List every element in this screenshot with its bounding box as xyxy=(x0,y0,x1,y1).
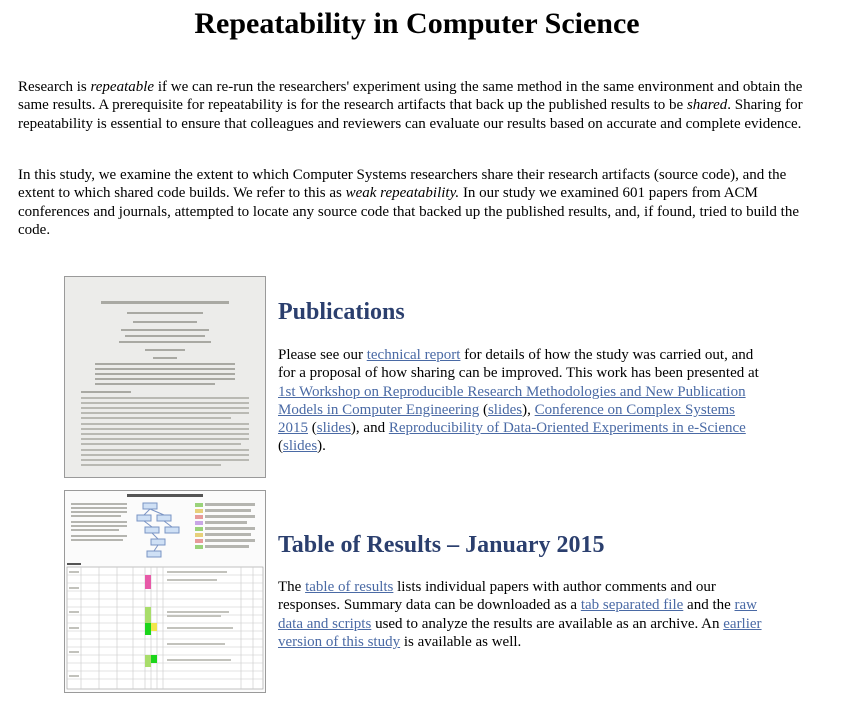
results-text-4: used to analyze the results are available as an archive. An xyxy=(371,615,724,632)
pub-text-1: Please see our xyxy=(278,347,367,363)
earlier-version-link[interactable]: earlier version of this study xyxy=(278,615,762,650)
workshop-link[interactable]: 1st Workshop on Reproducible Research Methodologies and New Publication Models in Computer Engineering xyxy=(278,383,746,418)
pub-text-6: ), and xyxy=(350,420,389,437)
intro1-text-2: if we can re-run the researchers' experiment using the same method in the same environment and obtain the same results. A prerequisite for repeatability is for the research artifacts that back up the published results to be xyxy=(18,79,803,114)
raw-data-scripts-link[interactable]: raw data and scripts xyxy=(278,597,758,632)
intro2-text-2: In our study we examined 601 papers from ACM conferences and journals, attempted to locate any source code that backed up the published results, and, if found, tried to build the code. xyxy=(18,185,800,238)
escience-link[interactable]: Reproducibility of Data-Oriented Experiments in e-Science xyxy=(388,420,746,437)
workshop-slides-link[interactable]: slides xyxy=(487,401,523,418)
intro1-emphasis-repeatable: repeatable xyxy=(90,79,155,95)
intro1-emphasis-shared: shared xyxy=(686,97,728,114)
results-text-3: and the xyxy=(683,597,735,614)
pub-text-7: ( xyxy=(278,438,283,455)
publications-heading: Publications xyxy=(278,299,405,325)
results-text-1: The xyxy=(278,579,306,595)
complex-systems-slides-link[interactable]: slides xyxy=(316,420,351,437)
results-table-thumbnail[interactable] xyxy=(64,490,266,693)
intro1-text-3: . Sharing for repeatability is essential to ensure that colleagues and reviewers can evaluate our results based on accurate and complete evidence. xyxy=(18,97,803,132)
report-page-image xyxy=(65,277,265,477)
pub-text-8: ). xyxy=(317,438,326,455)
page-title: Repeatability in Computer Science xyxy=(194,7,640,40)
intro2-emphasis-weak-repeatability: weak repeatability. xyxy=(345,185,460,202)
table-of-results-link[interactable]: table of results xyxy=(305,579,394,595)
tab-separated-file-link[interactable]: tab separated file xyxy=(580,597,684,614)
results-text-5: is available as well. xyxy=(400,633,522,650)
pub-text-4: ), xyxy=(522,401,535,418)
pub-text-2: for details of how the study was carried out, and for a proposal of how sharing can be improved. This work has been presented at xyxy=(278,347,759,382)
publications-paragraph xyxy=(278,346,768,456)
results-text-2: lists individual papers with author comments and our responses. Summary data can be downloaded as a xyxy=(278,579,716,614)
intro-paragraph-2 xyxy=(18,166,818,239)
escience-slides-link[interactable]: slides xyxy=(283,438,318,455)
results-paragraph xyxy=(278,578,768,651)
pub-text-3: ( xyxy=(479,401,488,418)
complex-systems-link[interactable]: Conference on Complex Systems 2015 xyxy=(278,401,736,437)
intro2-text-1: In this study, we examine the extent to which Computer Systems researchers share their research artifacts (source code), and the extent to which shared code builds. We refer to this as xyxy=(18,167,787,202)
intro1-text-1: Research is xyxy=(18,79,91,95)
results-heading: Table of Results – January 2015 xyxy=(278,532,605,558)
pub-text-5: ( xyxy=(308,420,317,437)
intro-paragraph-1 xyxy=(18,78,818,133)
technical-report-thumbnail[interactable] xyxy=(64,276,266,478)
results-table-image xyxy=(65,491,265,692)
technical-report-link[interactable]: technical report xyxy=(366,347,461,363)
